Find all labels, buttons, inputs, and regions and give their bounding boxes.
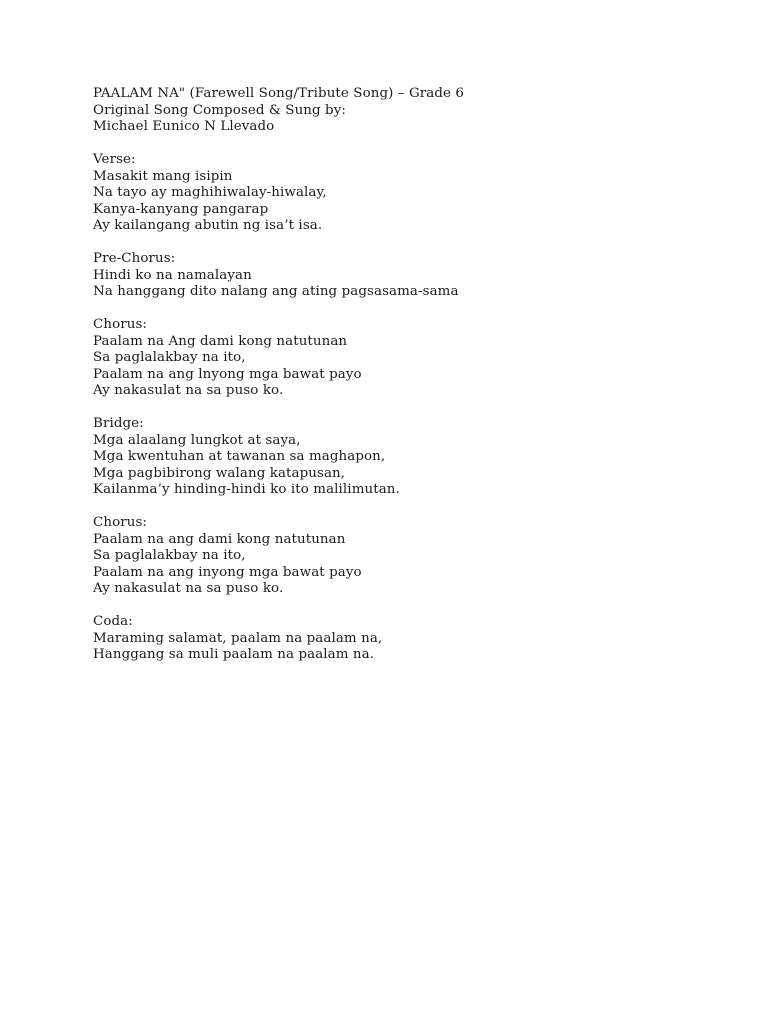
lyric-line: Maraming salamat, paalam na paalam na, (93, 630, 383, 646)
section-label: Bridge: (93, 416, 144, 431)
lyric-line: Mga kwentuhan at tawanan sa maghapon, (93, 449, 386, 464)
lyric-line: Masakit mang isipin (93, 168, 233, 184)
lyric-line: Na tayo ay maghihiwalay-hiwalay, (93, 185, 327, 200)
section-chorus (93, 317, 733, 400)
author-name: Michael Eunico N Llevado (93, 119, 275, 134)
lyric-line: Hindi ko na namalayan (93, 267, 252, 283)
lyric-line: Hanggang sa muli paalam na paalam na. (93, 647, 375, 662)
composed-by-line: Original Song Composed & Sung by: (93, 102, 346, 118)
lyric-line: Kanya-kanyang pangarap (93, 201, 269, 217)
section-verse (93, 152, 733, 235)
lyric-line: Sa paglalakbay na ito, (93, 350, 246, 365)
section-bridge (93, 416, 733, 499)
section-label: Verse: (93, 152, 136, 167)
lyric-line: Paalam na Ang dami kong natutunan (93, 333, 348, 349)
lyric-line: Mga pagbibirong walang katapusan, (93, 465, 346, 481)
section-label: Chorus: (93, 515, 148, 530)
song-document (93, 86, 733, 664)
song-title: PAALAM NA" (Farewell Song/Tribute Song) – Grade 6 (93, 86, 465, 101)
section-label: Coda: (93, 614, 133, 629)
lyric-line: Paalam na ang lnyong mga bawat payo (93, 366, 362, 382)
lyric-line: Kailanma’y hinding-hindi ko ito malilimutan. (93, 482, 400, 497)
lyric-line: Ay kailangang abutin ng isa’t isa. (93, 218, 323, 233)
section-label: Pre-Chorus: (93, 251, 176, 266)
section-pre-chorus (93, 251, 733, 301)
lyric-line: Ay nakasulat na sa puso ko. (93, 581, 284, 596)
lyric-line: Paalam na ang dami kong natutunan (93, 531, 346, 547)
section-coda (93, 614, 733, 664)
lyric-line: Ay nakasulat na sa puso ko. (93, 383, 284, 398)
section-chorus-repeat (93, 515, 733, 598)
section-label: Chorus: (93, 317, 148, 332)
lyric-line: Paalam na ang inyong mga bawat payo (93, 564, 362, 580)
document-header (93, 86, 733, 136)
lyric-line: Na hanggang dito nalang ang ating pagsasama-sama (93, 284, 459, 299)
lyric-line: Mga alaalang lungkot at saya, (93, 432, 301, 448)
lyric-line: Sa paglalakbay na ito, (93, 548, 246, 563)
